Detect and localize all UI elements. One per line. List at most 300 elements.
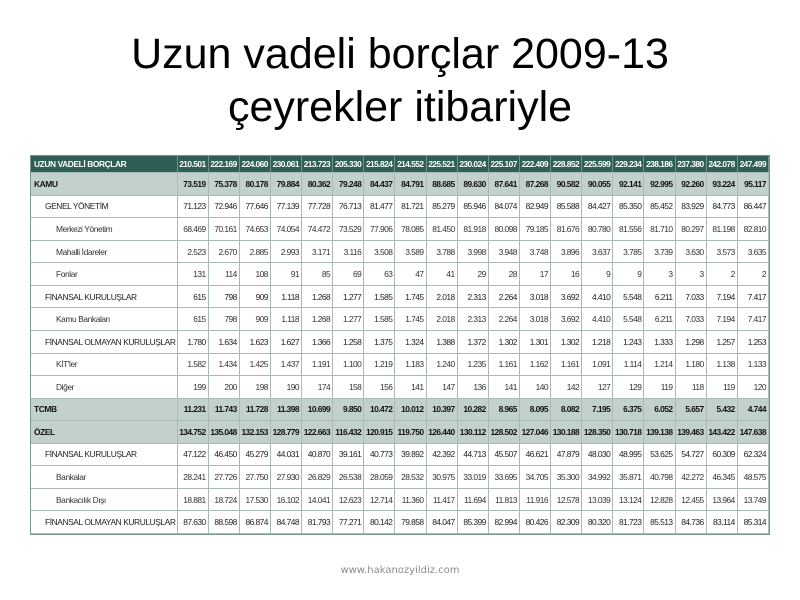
header-value-cell: 225.107 <box>488 156 519 173</box>
row-label-cell: Diğer <box>31 376 177 399</box>
long-term-debt-table <box>31 156 769 534</box>
value-cell: 1.240 <box>426 353 457 376</box>
value-cell: 10.472 <box>364 398 395 421</box>
value-cell: 3.508 <box>364 240 395 263</box>
value-cell: 1.372 <box>457 330 488 353</box>
value-cell: 3.739 <box>644 240 675 263</box>
value-cell: 90.055 <box>582 173 613 196</box>
table-row <box>31 376 769 399</box>
value-cell: 156 <box>364 376 395 399</box>
header-value-cell: 222.409 <box>519 156 550 173</box>
value-cell: 85.946 <box>457 195 488 218</box>
value-cell: 2.993 <box>270 240 301 263</box>
value-cell: 27.930 <box>270 466 301 489</box>
value-cell: 2.313 <box>457 308 488 331</box>
value-cell: 126.440 <box>426 421 457 444</box>
value-cell: 1.302 <box>551 330 582 353</box>
value-cell: 79.858 <box>395 511 426 534</box>
value-cell: 3 <box>675 263 706 286</box>
value-cell: 44.031 <box>270 443 301 466</box>
value-cell: 16 <box>551 263 582 286</box>
value-cell: 6.052 <box>644 398 675 421</box>
value-cell: 12.714 <box>364 488 395 511</box>
value-cell: 88.598 <box>208 511 239 534</box>
value-cell: 81.721 <box>395 195 426 218</box>
value-cell: 132.153 <box>239 421 270 444</box>
header-value-cell: 213.723 <box>302 156 333 173</box>
header-value-cell: 214.552 <box>395 156 426 173</box>
value-cell: 76.713 <box>333 195 364 218</box>
value-cell: 14.041 <box>302 488 333 511</box>
value-cell: 84.791 <box>395 173 426 196</box>
value-cell: 7.417 <box>737 285 768 308</box>
value-cell: 2 <box>737 263 768 286</box>
value-cell: 1.243 <box>613 330 644 353</box>
value-cell: 73.519 <box>177 173 208 196</box>
value-cell: 74.653 <box>239 218 270 241</box>
value-cell: 1.091 <box>582 353 613 376</box>
value-cell: 1.437 <box>270 353 301 376</box>
value-cell: 158 <box>333 376 364 399</box>
value-cell: 1.138 <box>706 353 737 376</box>
value-cell: 92.141 <box>613 173 644 196</box>
value-cell: 127.046 <box>519 421 550 444</box>
value-cell: 27.750 <box>239 466 270 489</box>
value-cell: 174 <box>302 376 333 399</box>
value-cell: 1.627 <box>270 330 301 353</box>
value-cell: 81.723 <box>613 511 644 534</box>
value-cell: 1.277 <box>333 308 364 331</box>
value-cell: 48.995 <box>613 443 644 466</box>
value-cell: 128.779 <box>270 421 301 444</box>
value-cell: 140 <box>519 376 550 399</box>
value-cell: 1.425 <box>239 353 270 376</box>
value-cell: 85.314 <box>737 511 768 534</box>
value-cell: 28 <box>488 263 519 286</box>
value-cell: 3.998 <box>457 240 488 263</box>
value-cell: 1.183 <box>395 353 426 376</box>
value-cell: 80.780 <box>582 218 613 241</box>
value-cell: 1.302 <box>488 330 519 353</box>
value-cell: 72.946 <box>208 195 239 218</box>
value-cell: 3.589 <box>395 240 426 263</box>
row-label-cell: ÖZEL <box>31 421 177 444</box>
value-cell: 81.710 <box>644 218 675 241</box>
table-row <box>31 308 769 331</box>
header-value-cell: 225.521 <box>426 156 457 173</box>
header-value-cell: 228.852 <box>551 156 582 173</box>
value-cell: 798 <box>208 285 239 308</box>
value-cell: 11.916 <box>519 488 550 511</box>
value-cell: 68.469 <box>177 218 208 241</box>
value-cell: 85 <box>302 263 333 286</box>
value-cell: 116.432 <box>333 421 364 444</box>
value-cell: 9 <box>582 263 613 286</box>
value-cell: 1.257 <box>706 330 737 353</box>
value-cell: 10.397 <box>426 398 457 421</box>
table-row <box>31 488 769 511</box>
value-cell: 131 <box>177 263 208 286</box>
value-cell: 798 <box>208 308 239 331</box>
value-cell: 1.582 <box>177 353 208 376</box>
row-label-cell: KİT'ler <box>31 353 177 376</box>
value-cell: 119 <box>644 376 675 399</box>
value-cell: 1.277 <box>333 285 364 308</box>
value-cell: 12.455 <box>675 488 706 511</box>
value-cell: 80.178 <box>239 173 270 196</box>
header-value-cell: 237.380 <box>675 156 706 173</box>
value-cell: 71.123 <box>177 195 208 218</box>
value-cell: 48.575 <box>737 466 768 489</box>
value-cell: 53.625 <box>644 443 675 466</box>
value-cell: 7.194 <box>706 285 737 308</box>
value-cell: 120.915 <box>364 421 395 444</box>
value-cell: 141 <box>395 376 426 399</box>
value-cell: 200 <box>208 376 239 399</box>
value-cell: 3.692 <box>551 285 582 308</box>
value-cell: 1.214 <box>644 353 675 376</box>
value-cell: 93.224 <box>706 173 737 196</box>
value-cell: 12.578 <box>551 488 582 511</box>
value-cell: 1.118 <box>270 285 301 308</box>
value-cell: 80.426 <box>519 511 550 534</box>
header-value-cell: 230.061 <box>270 156 301 173</box>
value-cell: 63 <box>364 263 395 286</box>
value-cell: 91 <box>270 263 301 286</box>
value-cell: 10.699 <box>302 398 333 421</box>
value-cell: 3.573 <box>706 240 737 263</box>
value-cell: 83.929 <box>675 195 706 218</box>
value-cell: 7.194 <box>706 308 737 331</box>
row-label-cell: FİNANSAL KURULUŞLAR <box>31 443 177 466</box>
value-cell: 62.324 <box>737 443 768 466</box>
value-cell: 40.798 <box>644 466 675 489</box>
value-cell: 11.360 <box>395 488 426 511</box>
value-cell: 142 <box>551 376 582 399</box>
value-cell: 135.048 <box>208 421 239 444</box>
value-cell: 81.450 <box>426 218 457 241</box>
value-cell: 80.320 <box>582 511 613 534</box>
value-cell: 69 <box>333 263 364 286</box>
value-cell: 85.279 <box>426 195 457 218</box>
value-cell: 1.191 <box>302 353 333 376</box>
value-cell: 8.082 <box>551 398 582 421</box>
value-cell: 3.748 <box>519 240 550 263</box>
value-cell: 40.773 <box>364 443 395 466</box>
value-cell: 10.282 <box>457 398 488 421</box>
value-cell: 3.018 <box>519 308 550 331</box>
value-cell: 114 <box>208 263 239 286</box>
value-cell: 11.743 <box>208 398 239 421</box>
value-cell: 2.264 <box>488 285 519 308</box>
value-cell: 77.646 <box>239 195 270 218</box>
value-cell: 84.427 <box>582 195 613 218</box>
slide-title-line-1: Uzun vadeli borçlar 2009-13 <box>131 30 669 78</box>
value-cell: 39.892 <box>395 443 426 466</box>
value-cell: 7.195 <box>582 398 613 421</box>
value-cell: 46.450 <box>208 443 239 466</box>
value-cell: 3.635 <box>737 240 768 263</box>
value-cell: 1.333 <box>644 330 675 353</box>
header-value-cell: 222.169 <box>208 156 239 173</box>
value-cell: 80.098 <box>488 218 519 241</box>
value-cell: 7.033 <box>675 308 706 331</box>
value-cell: 13.124 <box>613 488 644 511</box>
value-cell: 75.378 <box>208 173 239 196</box>
header-value-cell: 230.024 <box>457 156 488 173</box>
value-cell: 81.918 <box>457 218 488 241</box>
value-cell: 199 <box>177 376 208 399</box>
value-cell: 13.964 <box>706 488 737 511</box>
value-cell: 1.388 <box>426 330 457 353</box>
value-cell: 16.102 <box>270 488 301 511</box>
value-cell: 1.161 <box>488 353 519 376</box>
value-cell: 77.728 <box>302 195 333 218</box>
value-cell: 1.324 <box>395 330 426 353</box>
value-cell: 7.033 <box>675 285 706 308</box>
value-cell: 80.297 <box>675 218 706 241</box>
value-cell: 82.994 <box>488 511 519 534</box>
value-cell: 74.054 <box>270 218 301 241</box>
value-cell: 92.995 <box>644 173 675 196</box>
value-cell: 82.810 <box>737 218 768 241</box>
value-cell: 35.300 <box>551 466 582 489</box>
value-cell: 2.313 <box>457 285 488 308</box>
value-cell: 147.638 <box>737 421 768 444</box>
value-cell: 77.906 <box>364 218 395 241</box>
value-cell: 3.018 <box>519 285 550 308</box>
value-cell: 130.188 <box>551 421 582 444</box>
row-label-cell: Mahalli İdareler <box>31 240 177 263</box>
value-cell: 119 <box>706 376 737 399</box>
value-cell: 81.676 <box>551 218 582 241</box>
value-cell: 48.030 <box>582 443 613 466</box>
value-cell: 147 <box>426 376 457 399</box>
value-cell: 141 <box>488 376 519 399</box>
value-cell: 1.114 <box>613 353 644 376</box>
header-value-cell: 238.186 <box>644 156 675 173</box>
value-cell: 89.630 <box>457 173 488 196</box>
value-cell: 1.258 <box>333 330 364 353</box>
value-cell: 1.235 <box>457 353 488 376</box>
value-cell: 87.268 <box>519 173 550 196</box>
value-cell: 2 <box>706 263 737 286</box>
table-row <box>31 173 769 196</box>
value-cell: 79.884 <box>270 173 301 196</box>
value-cell: 84.074 <box>488 195 519 218</box>
value-cell: 81.793 <box>302 511 333 534</box>
value-cell: 9.850 <box>333 398 364 421</box>
value-cell: 78.085 <box>395 218 426 241</box>
value-cell: 8.965 <box>488 398 519 421</box>
value-cell: 34.992 <box>582 466 613 489</box>
value-cell: 128.502 <box>488 421 519 444</box>
value-cell: 1.100 <box>333 353 364 376</box>
value-cell: 84.437 <box>364 173 395 196</box>
value-cell: 33.695 <box>488 466 519 489</box>
value-cell: 84.736 <box>675 511 706 534</box>
value-cell: 1.634 <box>208 330 239 353</box>
value-cell: 18.724 <box>208 488 239 511</box>
value-cell: 3.788 <box>426 240 457 263</box>
value-cell: 77.139 <box>270 195 301 218</box>
value-cell: 47 <box>395 263 426 286</box>
value-cell: 7.417 <box>737 308 768 331</box>
value-cell: 2.018 <box>426 285 457 308</box>
value-cell: 120 <box>737 376 768 399</box>
value-cell: 136 <box>457 376 488 399</box>
value-cell: 1.218 <box>582 330 613 353</box>
value-cell: 1.268 <box>302 285 333 308</box>
value-cell: 54.727 <box>675 443 706 466</box>
value-cell: 11.694 <box>457 488 488 511</box>
value-cell: 84.773 <box>706 195 737 218</box>
value-cell: 1.298 <box>675 330 706 353</box>
value-cell: 1.585 <box>364 285 395 308</box>
value-cell: 82.949 <box>519 195 550 218</box>
value-cell: 81.198 <box>706 218 737 241</box>
value-cell: 10.012 <box>395 398 426 421</box>
value-cell: 6.375 <box>613 398 644 421</box>
value-cell: 17.530 <box>239 488 270 511</box>
value-cell: 1.434 <box>208 353 239 376</box>
value-cell: 88.685 <box>426 173 457 196</box>
value-cell: 1.180 <box>675 353 706 376</box>
value-cell: 3.896 <box>551 240 582 263</box>
row-label-cell: FİNANSAL OLMAYAN KURULUŞLAR <box>31 330 177 353</box>
value-cell: 1.219 <box>364 353 395 376</box>
value-cell: 130.718 <box>613 421 644 444</box>
value-cell: 130.112 <box>457 421 488 444</box>
value-cell: 28.241 <box>177 466 208 489</box>
row-label-cell: Fonlar <box>31 263 177 286</box>
value-cell: 3 <box>644 263 675 286</box>
value-cell: 122.663 <box>302 421 333 444</box>
value-cell: 2.670 <box>208 240 239 263</box>
value-cell: 909 <box>239 285 270 308</box>
table-row <box>31 511 769 534</box>
value-cell: 81.556 <box>613 218 644 241</box>
value-cell: 18.881 <box>177 488 208 511</box>
value-cell: 1.366 <box>302 330 333 353</box>
header-value-cell: 225.599 <box>582 156 613 173</box>
value-cell: 1.161 <box>551 353 582 376</box>
value-cell: 34.705 <box>519 466 550 489</box>
value-cell: 3.785 <box>613 240 644 263</box>
header-value-cell: 229.234 <box>613 156 644 173</box>
value-cell: 2.885 <box>239 240 270 263</box>
row-label-cell: TCMB <box>31 398 177 421</box>
value-cell: 1.745 <box>395 285 426 308</box>
value-cell: 79.185 <box>519 218 550 241</box>
value-cell: 84.748 <box>270 511 301 534</box>
row-label-cell: FİNANSAL KURULUŞLAR <box>31 285 177 308</box>
value-cell: 79.248 <box>333 173 364 196</box>
value-cell: 28.059 <box>364 466 395 489</box>
value-cell: 3.630 <box>675 240 706 263</box>
value-cell: 33.019 <box>457 466 488 489</box>
value-cell: 44.713 <box>457 443 488 466</box>
value-cell: 6.211 <box>644 308 675 331</box>
value-cell: 2.018 <box>426 308 457 331</box>
value-cell: 85.350 <box>613 195 644 218</box>
value-cell: 80.362 <box>302 173 333 196</box>
value-cell: 11.417 <box>426 488 457 511</box>
value-cell: 118 <box>675 376 706 399</box>
footer-url: www.hakanozyildiz.com <box>340 565 460 576</box>
row-label-cell: Kamu Bankaları <box>31 308 177 331</box>
value-cell: 3.171 <box>302 240 333 263</box>
value-cell: 45.507 <box>488 443 519 466</box>
value-cell: 85.452 <box>644 195 675 218</box>
value-cell: 45.279 <box>239 443 270 466</box>
value-cell: 86.447 <box>737 195 768 218</box>
value-cell: 1.375 <box>364 330 395 353</box>
header-value-cell: 242.078 <box>706 156 737 173</box>
value-cell: 1.253 <box>737 330 768 353</box>
value-cell: 5.432 <box>706 398 737 421</box>
value-cell: 28.532 <box>395 466 426 489</box>
value-cell: 139.463 <box>675 421 706 444</box>
value-cell: 77.271 <box>333 511 364 534</box>
value-cell: 198 <box>239 376 270 399</box>
value-cell: 190 <box>270 376 301 399</box>
value-cell: 127 <box>582 376 613 399</box>
row-label-cell: KAMU <box>31 173 177 196</box>
header-value-cell: 205.330 <box>333 156 364 173</box>
value-cell: 3.692 <box>551 308 582 331</box>
header-label-cell: UZUN VADELİ BORÇLAR <box>31 156 177 173</box>
table-row <box>31 285 769 308</box>
value-cell: 143.422 <box>706 421 737 444</box>
value-cell: 5.657 <box>675 398 706 421</box>
value-cell: 1.780 <box>177 330 208 353</box>
value-cell: 8.095 <box>519 398 550 421</box>
value-cell: 11.813 <box>488 488 519 511</box>
value-cell: 13.749 <box>737 488 768 511</box>
value-cell: 73.529 <box>333 218 364 241</box>
value-cell: 1.118 <box>270 308 301 331</box>
value-cell: 41 <box>426 263 457 286</box>
value-cell: 29 <box>457 263 488 286</box>
value-cell: 86.874 <box>239 511 270 534</box>
table-row <box>31 218 769 241</box>
value-cell: 87.641 <box>488 173 519 196</box>
value-cell: 74.472 <box>302 218 333 241</box>
value-cell: 85.513 <box>644 511 675 534</box>
value-cell: 128.350 <box>582 421 613 444</box>
header-value-cell: 210.501 <box>177 156 208 173</box>
value-cell: 13.039 <box>582 488 613 511</box>
value-cell: 5.548 <box>613 308 644 331</box>
value-cell: 46.345 <box>706 466 737 489</box>
value-cell: 17 <box>519 263 550 286</box>
value-cell: 42.392 <box>426 443 457 466</box>
value-cell: 11.728 <box>239 398 270 421</box>
value-cell: 6.211 <box>644 285 675 308</box>
value-cell: 87.630 <box>177 511 208 534</box>
value-cell: 60.309 <box>706 443 737 466</box>
value-cell: 12.828 <box>644 488 675 511</box>
value-cell: 1.133 <box>737 353 768 376</box>
value-cell: 2.264 <box>488 308 519 331</box>
value-cell: 1.162 <box>519 353 550 376</box>
value-cell: 26.538 <box>333 466 364 489</box>
long-term-debt-table-image <box>30 155 770 535</box>
value-cell: 119.750 <box>395 421 426 444</box>
value-cell: 85.399 <box>457 511 488 534</box>
slide-title-line-2: çeyrekler itibariyle <box>227 83 573 131</box>
